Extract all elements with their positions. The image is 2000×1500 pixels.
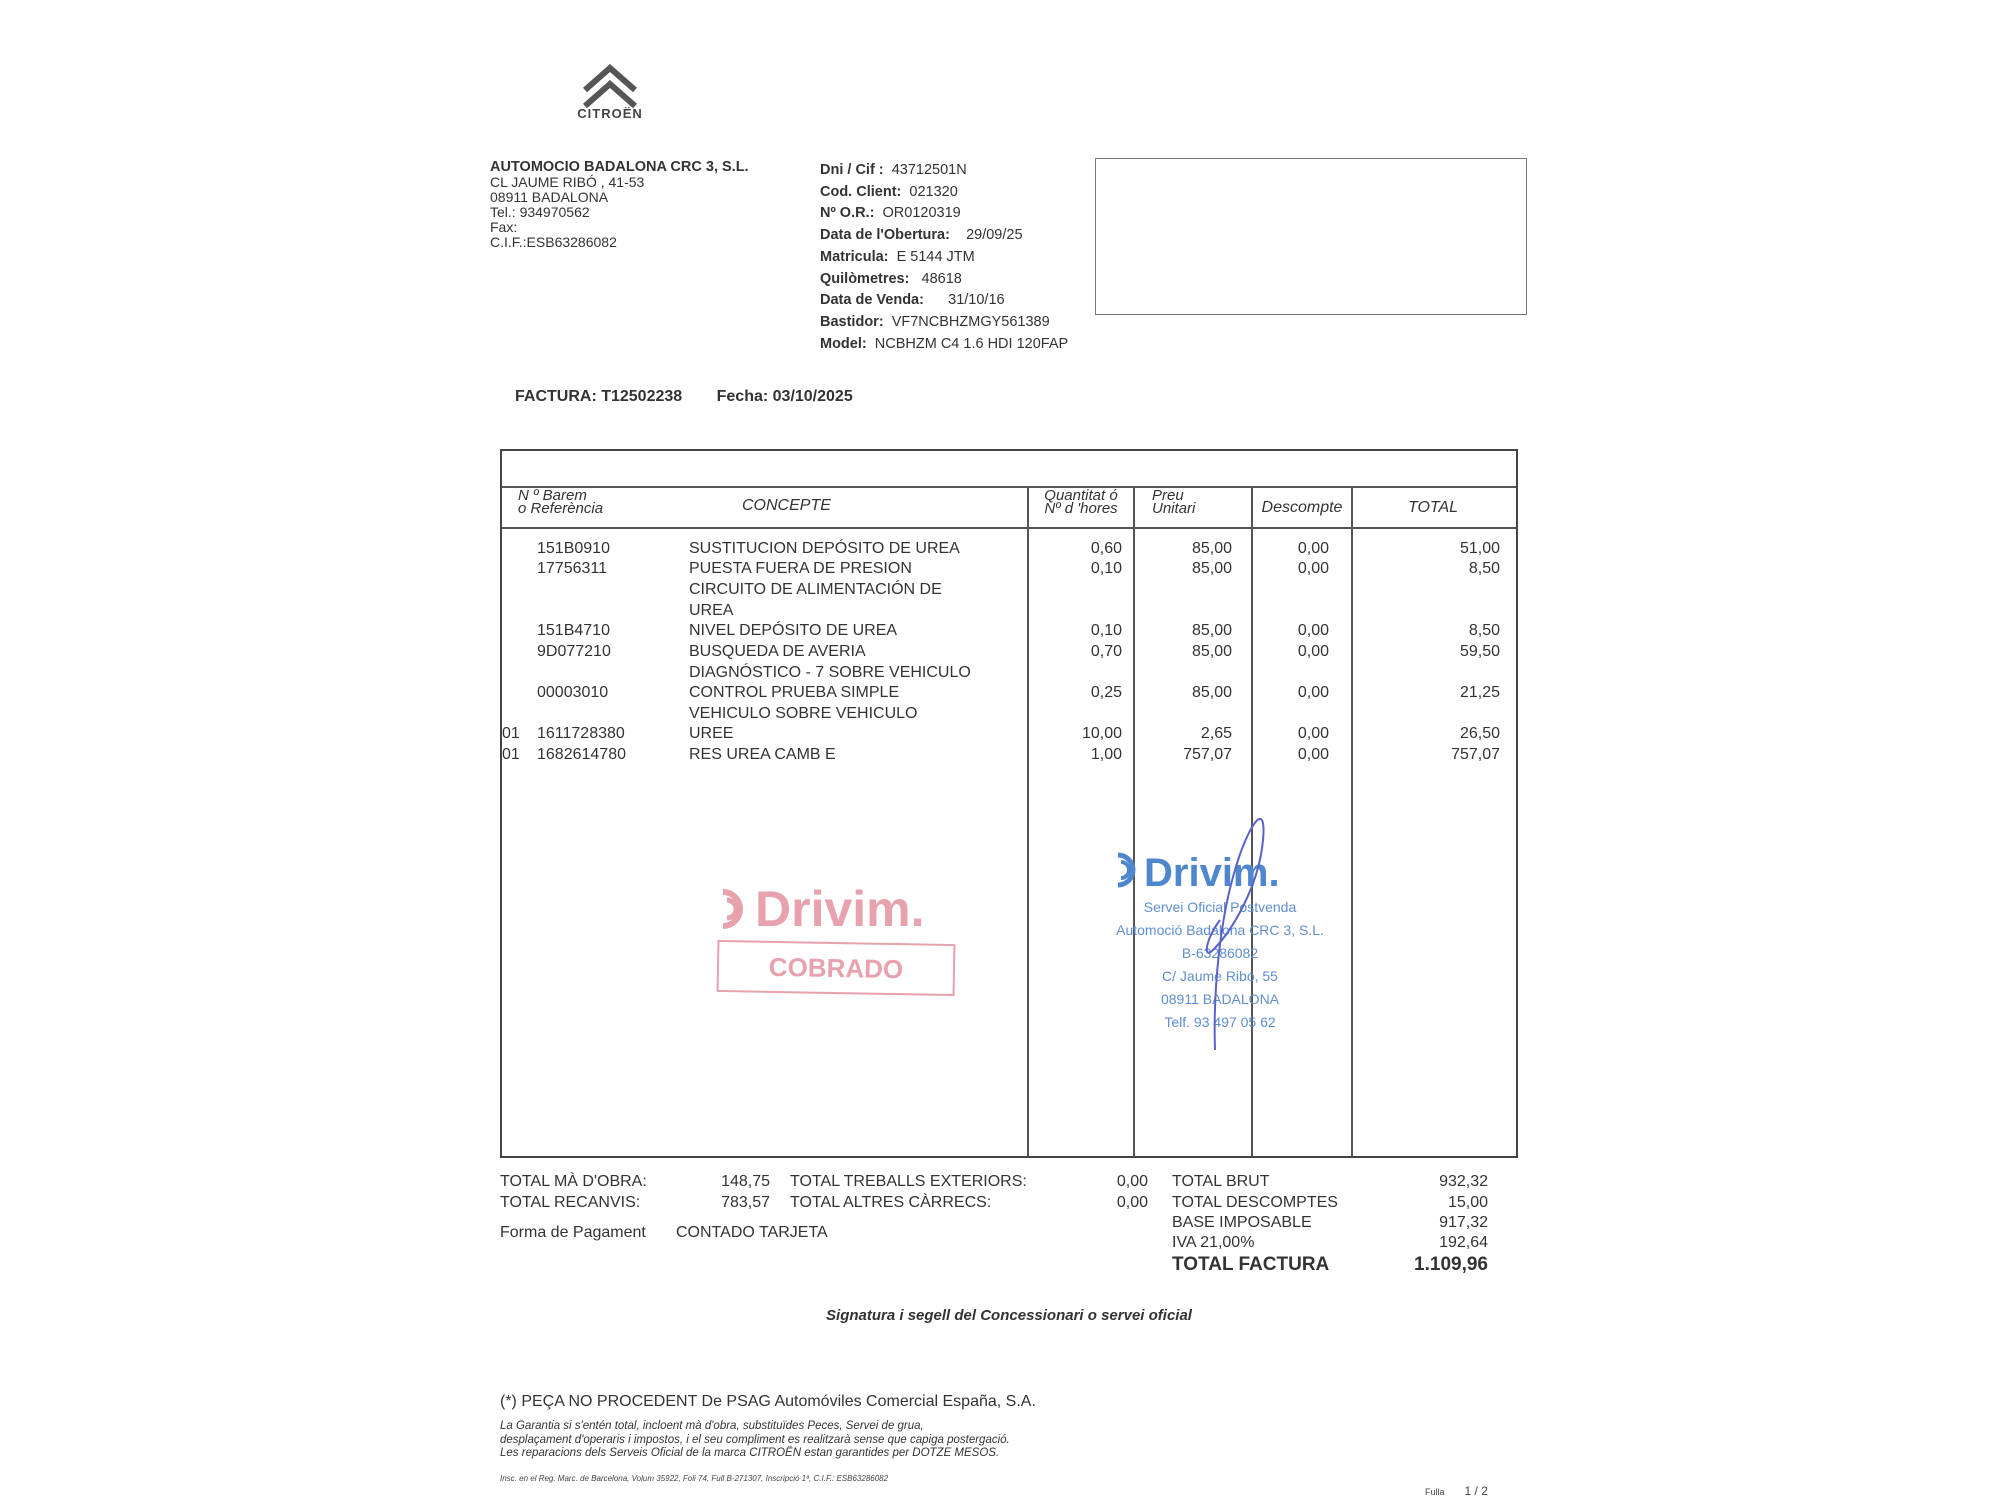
table-row bbox=[502, 663, 1516, 683]
invoice-number: FACTURA: T12502238 bbox=[515, 388, 683, 405]
header-price-line2: Unitari bbox=[1152, 500, 1196, 517]
tax-base-label: BASE IMPOSABLE bbox=[1172, 1214, 1312, 1231]
row-concept: VEHICULO SOBRE VEHICULO bbox=[689, 705, 918, 722]
stamp-line: C/ Jaume Ribó, 55 bbox=[1162, 968, 1278, 984]
meta-key: Dni / Cif : bbox=[820, 162, 884, 178]
header-concepte: CONCEPTE bbox=[742, 497, 831, 514]
company-name: AUTOMOCIO BADALONA CRC 3, S.L. bbox=[490, 159, 749, 175]
header-qty bbox=[1032, 489, 1130, 515]
row-concept: NIVEL DEPÓSITO DE UREA bbox=[689, 622, 898, 639]
meta-value: 021320 bbox=[909, 183, 958, 200]
gross-total-label: TOTAL BRUT bbox=[1172, 1173, 1270, 1190]
meta-key: Quilòmetres: bbox=[820, 270, 910, 287]
order-meta bbox=[820, 160, 1068, 355]
other-charges-value: 0,00 bbox=[1116, 1194, 1148, 1211]
row-discount: 0,00 bbox=[1297, 540, 1329, 557]
row-reference: 00003010 bbox=[537, 684, 609, 701]
meta-key: Matricula: bbox=[820, 248, 889, 265]
meta-row bbox=[820, 203, 1068, 225]
meta-value: NCBHZM C4 1.6 HDI 120FAP bbox=[874, 335, 1069, 352]
meta-key: Model: bbox=[820, 335, 867, 352]
row-reference: 151B0910 bbox=[537, 540, 610, 557]
row-reference: 1611728380 bbox=[537, 725, 625, 742]
discounts-total-label: TOTAL DESCOMPTES bbox=[1172, 1194, 1338, 1211]
row-unit-price: 85,00 bbox=[1191, 684, 1232, 701]
meta-value: OR0120319 bbox=[882, 205, 961, 222]
meta-row bbox=[820, 225, 1068, 247]
meta-key: Data de Venda: bbox=[820, 292, 924, 309]
table-row bbox=[502, 642, 1516, 662]
labour-total-label: TOTAL MÀ D'OBRA: bbox=[500, 1173, 647, 1190]
row-total: 51,00 bbox=[1459, 540, 1500, 557]
company-tel: Tel.: 934970562 bbox=[490, 204, 590, 220]
row-quantity: 0,10 bbox=[1090, 560, 1122, 577]
invoice-total-label: TOTAL FACTURA bbox=[1172, 1254, 1330, 1275]
meta-value: 29/09/25 bbox=[966, 227, 1023, 244]
meta-row bbox=[820, 182, 1068, 204]
row-concept: PUESTA FUERA DE PRESION bbox=[689, 560, 912, 577]
company-fax: Fax: bbox=[490, 219, 518, 235]
row-quantity: 0,70 bbox=[1090, 643, 1122, 660]
payment-method-value: CONTADO TARJETA bbox=[676, 1224, 828, 1241]
meta-value: VF7NCBHZMGY561389 bbox=[891, 313, 1050, 330]
table-row bbox=[502, 539, 1516, 559]
row-concept: UREE bbox=[689, 725, 734, 742]
external-work-value: 0,00 bbox=[1116, 1173, 1148, 1190]
discounts-total-value: 15,00 bbox=[1447, 1194, 1488, 1211]
stamp-line: Automoció Badalona CRC 3, S.L. bbox=[1116, 922, 1324, 938]
vat-label: IVA 21,00% bbox=[1172, 1234, 1255, 1251]
items-table bbox=[500, 449, 1518, 1158]
row-reference: 9D077210 bbox=[537, 643, 611, 660]
header-ref-line1: N º Barem bbox=[518, 487, 587, 504]
page-label: Fulla bbox=[1425, 1487, 1445, 1497]
meta-row bbox=[820, 269, 1068, 291]
row-concept: BUSQUEDA DE AVERIA bbox=[689, 643, 866, 660]
table-row bbox=[502, 704, 1516, 724]
row-concept: CIRCUITO DE ALIMENTACIÓN DE bbox=[689, 581, 942, 598]
table-row bbox=[502, 559, 1516, 579]
header-qty-line1: Quantitat ó bbox=[1044, 487, 1118, 504]
brand-logo-text: CITROËN bbox=[577, 106, 643, 121]
row-reference: 151B4710 bbox=[537, 622, 610, 639]
row-unit-price: 85,00 bbox=[1191, 540, 1232, 557]
row-concept: DIAGNÓSTICO - 7 SOBRE VEHICULO bbox=[689, 664, 971, 681]
payment-method-label: Forma de Pagament bbox=[500, 1224, 646, 1241]
row-total: 757,07 bbox=[1451, 746, 1500, 763]
row-unit-price: 85,00 bbox=[1191, 643, 1232, 660]
row-quantity: 0,25 bbox=[1090, 684, 1122, 701]
external-work-label: TOTAL TREBALLS EXTERIORS: bbox=[790, 1173, 1027, 1190]
header-ref bbox=[518, 489, 603, 515]
meta-value: 31/10/16 bbox=[948, 292, 1005, 309]
meta-row bbox=[820, 290, 1068, 312]
tax-base-value: 917,32 bbox=[1439, 1214, 1488, 1231]
warranty-line: La Garantia si s'entén total, incloent mà d'obra, substituïdes Peces, Servei de grua, bbox=[500, 1420, 924, 1432]
header-total: TOTAL bbox=[1407, 499, 1459, 516]
row-concept: UREA bbox=[689, 602, 734, 619]
meta-key: Nº O.R.: bbox=[820, 205, 875, 222]
meta-value: 43712501N bbox=[891, 162, 967, 178]
row-concept: SUSTITUCION DEPÓSITO DE UREA bbox=[689, 540, 960, 557]
table-row bbox=[502, 745, 1516, 765]
footer-disclaimer: (*) PEÇA NO PROCEDENT De PSAG Automóviles Comercial España, S.A. bbox=[500, 1393, 1036, 1410]
page-indicator bbox=[1425, 1484, 1488, 1498]
drivim-logo-icon bbox=[715, 886, 755, 932]
paid-stamp bbox=[715, 880, 960, 994]
meta-row bbox=[820, 334, 1068, 356]
parts-total-label: TOTAL RECANVIS: bbox=[500, 1194, 641, 1211]
row-discount: 0,00 bbox=[1297, 746, 1329, 763]
row-total: 59,50 bbox=[1459, 643, 1500, 660]
row-unit-price: 85,00 bbox=[1191, 622, 1232, 639]
invoice-date: Fecha: 03/10/2025 bbox=[716, 388, 853, 405]
stamp-line: B-63286082 bbox=[1181, 945, 1259, 961]
row-discount: 0,00 bbox=[1297, 643, 1329, 660]
labour-total-value: 148,75 bbox=[721, 1173, 770, 1190]
row-discount: 0,00 bbox=[1297, 684, 1329, 701]
row-discount: 0,00 bbox=[1297, 622, 1329, 639]
row-total: 8,50 bbox=[1468, 622, 1500, 639]
registry-note: Insc. en el Reg. Marc. de Barcelona, Volum 35922, Foli 74, Full B-271307, Inscripció 1ª, C.I.F.: ESB63286082 bbox=[500, 1474, 889, 1483]
meta-value: E 5144 JTM bbox=[896, 248, 975, 265]
meta-row bbox=[820, 247, 1068, 269]
signature-caption: Signatura i segell del Concessionari o servei oficial bbox=[826, 1307, 1192, 1324]
meta-value: 48618 bbox=[921, 270, 962, 287]
invoice-header bbox=[515, 388, 883, 406]
page-number: 1 / 2 bbox=[1464, 1484, 1488, 1498]
header-price-line1: Preu bbox=[1152, 487, 1184, 504]
footer-warranty bbox=[500, 1420, 1010, 1461]
meta-row bbox=[820, 312, 1068, 334]
meta-key: Cod. Client: bbox=[820, 183, 902, 200]
warranty-line: desplaçament d'operaris i impostos, i el seu compliment es realitzarà sense que capiga postergació. bbox=[500, 1433, 1010, 1446]
drivim-logo-icon bbox=[1112, 850, 1144, 890]
row-unit-price: 85,00 bbox=[1191, 560, 1232, 577]
row-total: 21,25 bbox=[1459, 684, 1500, 701]
table-row bbox=[502, 621, 1516, 641]
customer-address-box bbox=[1095, 158, 1527, 315]
gross-total-value: 932,32 bbox=[1439, 1173, 1488, 1190]
row-concept: CONTROL PRUEBA SIMPLE bbox=[689, 684, 900, 701]
table-row bbox=[502, 724, 1516, 744]
table-top-band bbox=[502, 451, 1516, 488]
row-total: 26,50 bbox=[1459, 725, 1500, 742]
row-discount: 0,00 bbox=[1297, 725, 1329, 742]
row-unit-price: 757,07 bbox=[1183, 746, 1232, 763]
company-block bbox=[490, 160, 749, 250]
company-city: 08911 BADALONA bbox=[490, 189, 609, 205]
meta-key: Data de l'Obertura: bbox=[820, 227, 950, 244]
row-total: 8,50 bbox=[1468, 560, 1500, 577]
header-discount: Descompte bbox=[1261, 499, 1343, 516]
row-quantity: 0,10 bbox=[1090, 622, 1122, 639]
row-quantity: 10,00 bbox=[1081, 725, 1122, 742]
row-discount: 0,00 bbox=[1297, 560, 1329, 577]
stamp-line: Telf. 93 497 05 62 bbox=[1164, 1014, 1276, 1030]
row-prefix: 01 bbox=[502, 746, 520, 763]
table-row bbox=[502, 683, 1516, 703]
cobrado-label: COBRADO bbox=[717, 940, 956, 996]
row-quantity: 0,60 bbox=[1090, 540, 1122, 557]
other-charges-label: TOTAL ALTRES CÀRRECS: bbox=[790, 1194, 992, 1211]
header-qty-line2: Nº d 'hores bbox=[1044, 500, 1118, 517]
stamp-line: Servei Oficial Postvenda bbox=[1143, 899, 1297, 915]
invoice-total-value: 1.109,96 bbox=[1414, 1254, 1488, 1275]
meta-row bbox=[820, 160, 1068, 182]
handwritten-signature bbox=[1175, 790, 1285, 1060]
drivim-brand-red bbox=[715, 880, 960, 938]
header-ref-line2: o Referència bbox=[518, 500, 604, 517]
header-price bbox=[1152, 489, 1195, 515]
stamp-line: 08911 BADALONA bbox=[1160, 991, 1280, 1007]
company-street: CL JAUME RIBÓ , 41-53 bbox=[490, 174, 645, 190]
row-unit-price: 2,65 bbox=[1200, 725, 1232, 742]
vat-value: 192,64 bbox=[1439, 1234, 1488, 1251]
row-prefix: 01 bbox=[502, 725, 520, 742]
parts-total-value: 783,57 bbox=[721, 1194, 770, 1211]
drivim-text-blue: Drivim. bbox=[1144, 851, 1280, 895]
warranty-line: Les reparacions dels Serveis Oficial de la marca CITROËN estan garantides per DOTZE MESOS. bbox=[500, 1447, 1000, 1459]
company-cif: C.I.F.:ESB63286082 bbox=[490, 234, 617, 250]
row-reference: 17756311 bbox=[537, 560, 607, 577]
table-row bbox=[502, 580, 1516, 600]
row-reference: 1682614780 bbox=[537, 746, 626, 763]
table-row bbox=[502, 601, 1516, 621]
meta-key: Bastidor: bbox=[820, 313, 884, 330]
drivim-text-red: Drivim. bbox=[755, 881, 925, 937]
row-concept: RES UREA CAMB E bbox=[689, 746, 836, 763]
row-quantity: 1,00 bbox=[1090, 746, 1122, 763]
